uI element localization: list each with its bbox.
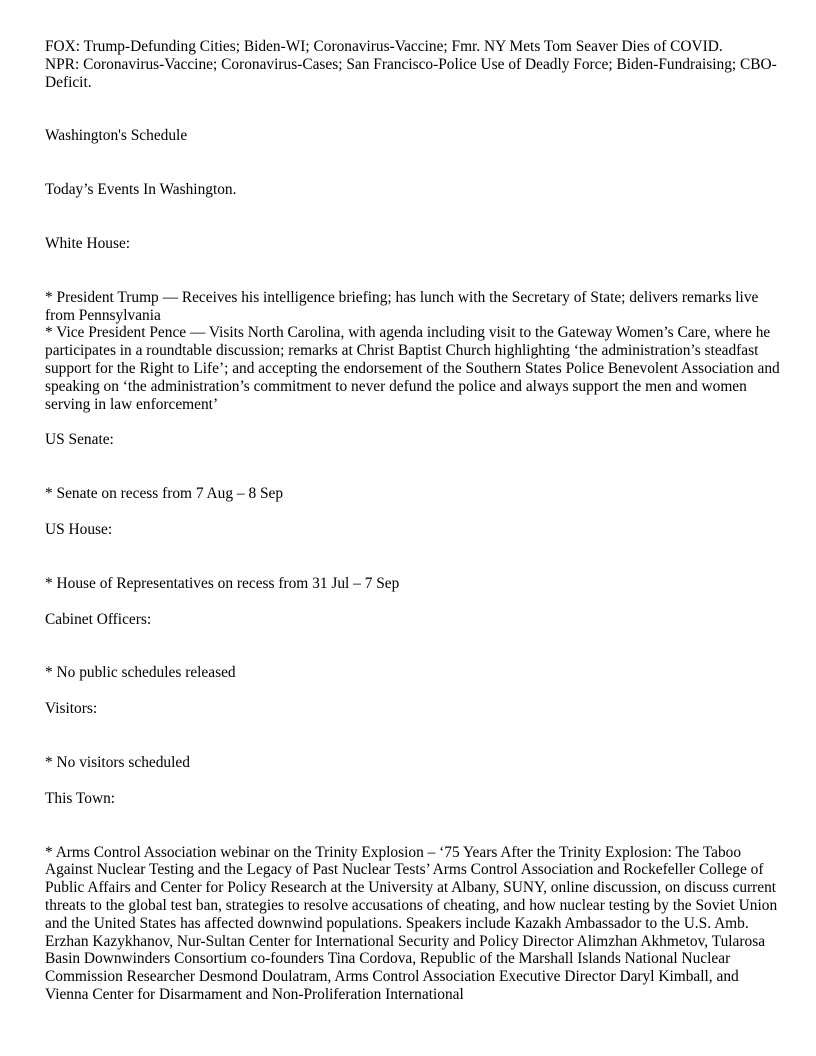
senate-heading: US Senate: <box>45 431 114 449</box>
white-house-heading: White House: <box>45 234 131 252</box>
schedule-title: Washington's Schedule <box>45 127 188 145</box>
white-house-item-trump: * President Trump — Receives his intelligence briefing; has lunch with the Secretary of State; delivers remarks live from Pennsylvania <box>45 288 759 324</box>
fox-summary: FOX: Trump-Defunding Cities; Biden-WI; Coronavirus-Vaccine; Fmr. NY Mets Tom Seaver Dies of COVID. <box>45 38 723 55</box>
cabinet-heading: Cabinet Officers: <box>45 610 152 628</box>
white-house-item-pence: * Vice President Pence — Visits North Carolina, with agenda including visit to the Gateway Women’s Care, where he participates in a roundtable discussion; remarks at Christ Baptist Church highlighting ‘the administration’s steadfast support for the Right to Life’; and accepting the endorsement of the Southern States Police Benevolent Association and speaking on ‘the administration’s commitment to never defund the police and always support the men and women serving in law enforcement’ <box>45 324 780 413</box>
white-house-list <box>45 289 780 414</box>
house-heading: US House: <box>45 520 113 538</box>
npr-summary: NPR: Coronavirus-Vaccine; Coronavirus-Cases; San Francisco-Police Use of Deadly Force; Biden-Fundraising; CBO-Deficit. <box>45 55 777 91</box>
visitors-item: * No visitors scheduled <box>45 753 190 771</box>
cabinet-item: * No public schedules released <box>45 664 236 682</box>
this-town-heading: This Town: <box>45 789 116 807</box>
news-summary <box>45 38 780 91</box>
visitors-heading: Visitors: <box>45 700 98 718</box>
events-title: Today’s Events In Washington. <box>45 181 237 199</box>
senate-item: * Senate on recess from 7 Aug – 8 Sep <box>45 485 284 503</box>
this-town-item: * Arms Control Association webinar on the Trinity Explosion – ‘75 Years After the Trinity Explosion: The Taboo Against Nuclear Testing and the Legacy of Past Nuclear Tests’ Arms Control Association and Rockefeller College of Public Affairs and Center for Policy Research at the University at Albany, SUNY, online discussion, on discuss current threats to the global test ban, strategies to resolve accusations of cheating, and how nuclear testing by the Soviet Union and the United States has affected downwind populations. Speakers include Kazakh Ambassador to the U.S. Amb. Erzhan Kazykhanov, Nur-Sultan Center for International Security and Policy Director Alimzhan Akhmetov, Tularosa Basin Downwinders Consortium co-founders Tina Cordova, Republic of the Marshall Islands National Nuclear Commission Researcher Desmond Doulatram, Arms Control Association Executive Director Daryl Kimball, and Vienna Center for Disarmament and Non-Proliferation International <box>45 843 778 1003</box>
document-page <box>45 38 780 1004</box>
house-item: * House of Representatives on recess from 31 Jul – 7 Sep <box>45 574 400 592</box>
